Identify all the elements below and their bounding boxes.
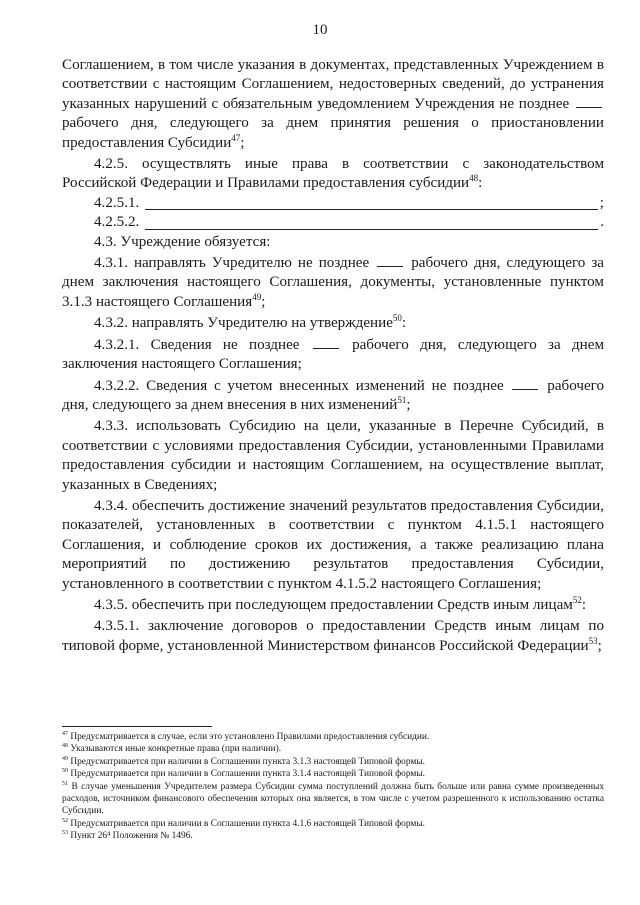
paragraph: 4.3.2.2. Сведения с учетом внесенных изменений не позднее рабочего дня, следующего за днем внесения в них изменений$^{51}$; (62, 377, 604, 413)
footnote-ref: 53 (588, 635, 598, 646)
footnote: $^{51}$ В случае уменьшения Учредителем размера Субсидии сумма поступлений должна быть больше или равна сумме произведенных расходов, источником финансового обеспечения которых она является, в том числе с учетом разрешенного к использованию остатка Субсидии. (62, 780, 605, 817)
blank-line (145, 196, 598, 210)
footnote-divider (62, 726, 212, 727)
blank-line (145, 216, 598, 230)
footnote-ref: 51 (397, 394, 407, 405)
paragraph: 4.3.2.1. Сведения не позднее рабочего дня, следующего за днем заключения настоящего Соглашения; (62, 336, 604, 373)
footnotes (62, 731, 604, 843)
paragraph: 4.3.1. направлять Учредителю не позднее рабочего дня, следующего за днем заключения настоящего Соглашения, документы, установленные пунктом 3.1.3 настоящего Соглашения$^{49}$; (62, 255, 605, 310)
paragraph: 4.2.5. осуществлять иные права в соответствии с законодательством Российской Федерации и Правилами предоставления субсидии$^{48}$: (62, 156, 604, 192)
footnote: $^{48}$ Указываются иные конкретные права (при наличии). (62, 743, 282, 755)
paragraph: 4.3.5.1. заключение договоров о предоставлении Средств иным лицам по типовой форме, установленной Министерством финансов Российской Федерации$^{53}$; (62, 618, 604, 654)
blank-field (377, 254, 403, 267)
fill-line-4-2-5-2: 4.2.5.2. . (94, 214, 604, 231)
paragraph: 4.3.4. обеспечить достижение значений результатов предоставления Субсидии, показателей, установленных в соответствии с пунктом 4.1.5.1 настоящего Соглашения, и соблюдение сроков их достижения, а также реализацию плана мероприятий по достижению результатов предоставления Субсидии, установленного в соответствии с пунктом 4.1.5.2 настоящего Соглашения; (62, 497, 604, 592)
page-number: 10 (312, 22, 328, 38)
paragraph: Соглашением, в том числе указания в документах, представленных Учреждением в соответствии с настоящим Соглашением, недостоверных сведений, до устранения указанных нарушений с обязательным уведомлением Учреждения не позднее рабочего дня, следующего за днем принятия решения о приостановлении предоставления Субсидии$^{47}$; (62, 57, 604, 151)
paragraph: 4.3.5. обеспечить при последующем предоставлении Средств иным лицам$^{52}$: (94, 594, 587, 613)
paragraph: 4.3. Учреждение обязуется: (94, 233, 271, 250)
paragraph: 4.3.3. использовать Субсидию на цели, указанные в Перечне Субсидий, в соответствии с условиями предоставления Субсидии, установленными Правилами предоставления субсидии и настоящим Соглашением, на осуществление выплат, указанных в Сведениях; (62, 418, 604, 493)
footnote: $^{49}$ Предусматривается при наличии в Соглашении пункта 3.1.3 настоящей Типовой формы. (62, 755, 425, 767)
footnote-ref: 52 (572, 594, 582, 605)
fill-line-4-2-5-1: 4.2.5.1. ; (94, 194, 604, 211)
footnote-ref: 50 (392, 313, 402, 324)
document-body (62, 56, 604, 656)
paragraph: 4.3.2. направлять Учредителю на утверждение$^{50}$: (94, 313, 407, 332)
blank-field (313, 336, 339, 349)
blank-field (512, 377, 538, 390)
blank-field (576, 95, 602, 108)
footnote: $^{53}$ Пункт 26⁴ Положения № 1496. (62, 830, 193, 842)
footnote-ref: 49 (252, 291, 262, 302)
footnote-ref: 47 (231, 132, 241, 143)
footnote: $^{52}$ Предусматривается при наличии в Соглашении пункта 4.1.6 настоящей Типовой формы. (62, 817, 425, 829)
footnote-ref: 48 (469, 173, 479, 184)
footnote: $^{50}$ Предусматривается при наличии в Соглашении пункта 3.1.4 настоящей Типовой формы. (62, 768, 425, 780)
footnote: $^{47}$ Предусматривается в случае, если это установлено Правилами предоставления субсидии. (62, 730, 430, 742)
